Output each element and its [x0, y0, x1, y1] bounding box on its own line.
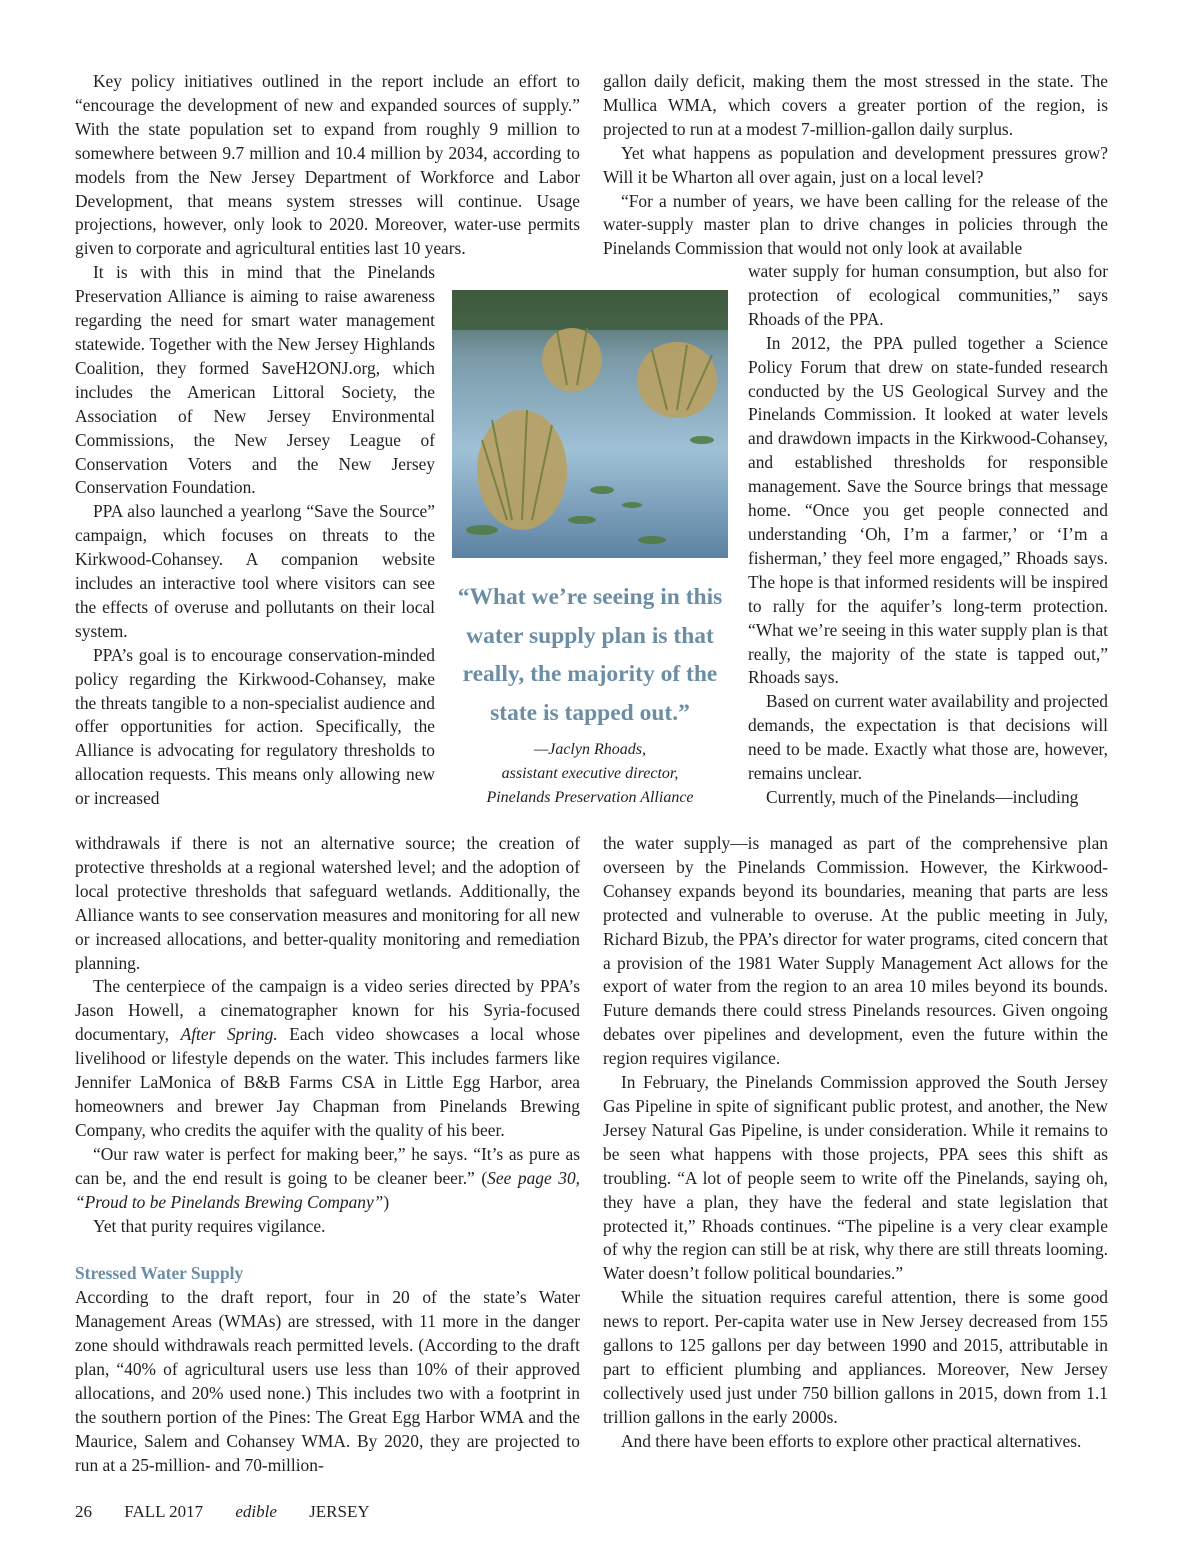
pull-quote-box: [452, 578, 728, 810]
brand-jersey: JERSEY: [309, 1502, 370, 1521]
paragraph: Yet that purity requires vigilance.: [93, 1215, 326, 1236]
issue-label: FALL 2017: [124, 1502, 204, 1521]
paragraph: “For a number of years, we have been calling for the release of the water-supply master plan to drive changes in policies through the Pinelands Commission that would not only look at available: [603, 190, 1108, 259]
brand-edible: edible: [235, 1502, 277, 1521]
pull-quote-attribution: [452, 738, 728, 810]
text-run: Each video showcases a local whose livelihood or lifestyle depends on the water. This includes farmers like Jennifer LaMonica of B&B Farms CSA in Little Egg Harbor, area homeowners and brewer Jay Chapman from Pinelands Brewing Company, who credits the aquifer with the quality of his beer.: [75, 1024, 580, 1140]
paragraph: And there have been efforts to explore other practical alternatives.: [621, 1430, 1082, 1451]
paragraph: water supply for human consumption, but also for protection of ecological communities,” says Rhoads of the PPA.: [748, 261, 1108, 329]
attribution-name: —Jaclyn Rhoads,: [534, 741, 646, 758]
paragraph: the water supply—is managed as part of the comprehensive plan overseen by the Pinelands Commission. However, the Kirkwood-Cohansey expands beyond its boundaries, meaning that parts are less protected and vulnerable to overuse. At the public meeting in July, Richard Bizub, the PPA’s director for water programs, cited concern that a provision of the 1981 Water Supply Management Act allows for the export of water from the region to an area 10 miles beyond its bounds. Future demands there could stress Pinelands resources. Given ongoing debates over pipelines and development, even the future within the region requires vigilance.: [603, 833, 1108, 1069]
paragraph: PPA’s goal is to encourage conservation-minded policy regarding the Kirkwood-Cohansey, make the threats tangible to a non-specialist audience and offer opportunities for action. Specifically, the Alliance is advocating for regulatory thresholds to allocation requests. This means only allowing new or increased: [75, 644, 435, 809]
paragraph: Based on current water availability and projected demands, the expectation is that decisions will need to be made. Exactly what those are, however, remains unclear.: [748, 691, 1108, 784]
right-column-narrow: [748, 260, 1108, 810]
paragraph: In 2012, the PPA pulled together a Science Policy Forum that drew on state-funded research conducted by the US Geological Survey and the Pinelands Commission. It looked at water levels and drawdown impacts in the Kirkwood-Cohansey, and established thresholds for responsible management. Save the Source brings that message home. “Once you get people connected and understanding ‘Oh, I’m a farmer,’ or ‘I’m a fisherman,’ they feel more engaged,” Rhoads says. The hope is that informed residents will be inspired to rally for the aquifer’s long-term protection. “What we’re seeing in this water supply plan is that really, the majority of the state is tapped out,” Rhoads says.: [748, 332, 1108, 688]
paragraph: withdrawals if there is not an alternative source; the creation of protective thresholds at a regional watershed level; and the adoption of local protective thresholds that safeguard wetlands. Additionally, the Alliance wants to see conservation measures and monitoring for all new or increased allocations, and better-quality monitoring and remediation planning.: [75, 833, 580, 973]
pull-quote-text: “What we’re seeing in this water supply plan is that really, the majority of the state is tapped out.”: [457, 584, 723, 726]
right-column-upper: [603, 70, 1108, 261]
text-run: “Our raw water is perfect for making beer,” he says. “It’s as pure as can be, and the end result is going to be cleaner beer.” (: [75, 1143, 580, 1188]
film-title: After Spring.: [180, 1024, 278, 1045]
paragraph: PPA also launched a yearlong “Save the Source” campaign, which focuses on threats to the Kirkwood-Cohansey. A companion website includes an interactive tool where visitors can see the effects of overuse and pollutants on their local system.: [75, 501, 435, 641]
publication-name: [235, 1502, 397, 1521]
wetland-illustration: [452, 290, 728, 558]
paragraph: Key policy initiatives outlined in the report include an effort to “encourage the development of new and expanded sources of supply.” With the state population set to expand from roughly 9 million to somewhere between 9.7 million and 10.4 million by 2034, according to models from the New Jersey Department of Workforce and Labor Development, that means system stresses will continue. Usage projections, however, only look to 2020. Moreover, water-use permits given to corporate and agricultural entities last 10 years.: [75, 71, 580, 259]
paragraph: While the situation requires careful attention, there is some good news to report. Per-capita water use in New Jersey decreased from 155 gallons to 125 gallons per day between 1990 and 2015, attributable in part to efficient plumbing and appliances. Moreover, New Jersey collectively used just under 750 billion gallons in 2015, down from 1.1 trillion gallons in the early 2000s.: [603, 1287, 1108, 1427]
paragraph: In February, the Pinelands Commission approved the South Jersey Gas Pipeline in spite of significant public protest, and another, the New Jersey Natural Gas Pipeline, is under consideration. While it remains to be seen what happens with those projects, PPA sees this shift as troubling. “A lot of people seem to write off the Pinelands, saying oh, they have a plan, they have the federal and state legislation that protected it,” Rhoads continues. “The pipeline is a very clear example of why the region can still be at risk, why there are still threats looming. Water doesn’t follow political boundaries.”: [603, 1072, 1108, 1284]
attribution-title: assistant executive director,: [501, 765, 679, 782]
paragraph: [75, 975, 580, 1142]
paragraph: According to the draft report, four in 20 of the state’s Water Management Areas (WMAs) are stressed, with 11 more in the danger zone should withdrawals reach permitted levels. (According to the draft plan, “40% of agricultural users use less than 10% of their approved allocations, and 20% used none.) This includes two with a footprint in the southern portion of the Pines: The Great Egg Harbor WMA and the Maurice, Salem and Cohansey WMA. By 2020, they are projected to run at a 25-million- and 70-million-: [75, 1287, 580, 1475]
paragraph: gallon daily deficit, making them the most stressed in the state. The Mullica WMA, which covers a greater portion of the region, is projected to run at a modest 7-million-gallon daily surplus.: [603, 71, 1108, 139]
paragraph: Yet what happens as population and development pressures grow? Will it be Wharton all over again, just on a local level?: [603, 142, 1108, 187]
page-reference: See page 30, “Proud to be Pinelands Brewing Company”: [75, 1167, 580, 1212]
wetland-photo: [452, 290, 728, 558]
right-column-lower: [603, 832, 1108, 1454]
attribution-org: Pinelands Preservation Alliance: [486, 789, 694, 806]
text-run: ): [383, 1191, 390, 1212]
paragraph: Currently, much of the Pinelands—including: [766, 786, 1079, 807]
page-footer: [75, 1502, 426, 1522]
paragraph: [75, 1143, 580, 1215]
page-number: 26: [75, 1502, 92, 1521]
left-column-lower: [75, 832, 580, 1477]
spacer: [75, 1238, 580, 1262]
text-run: The centerpiece of the campaign is a video series directed by PPA’s Jason Howell, a cinematographer known for his Syria-focused documentary,: [75, 976, 580, 1045]
paragraph: It is with this in mind that the Pinelands Preservation Alliance is aiming to raise awareness regarding the need for smart water management statewide. Together with the New Jersey Highlands Coalition, they formed SaveH2ONJ.org, which includes the American Littoral Society, the Association of New Jersey Environmental Commissions, the New Jersey League of Conservation Voters and the New Jersey Conservation Foundation.: [75, 262, 435, 498]
section-subhead: Stressed Water Supply: [75, 1263, 244, 1284]
